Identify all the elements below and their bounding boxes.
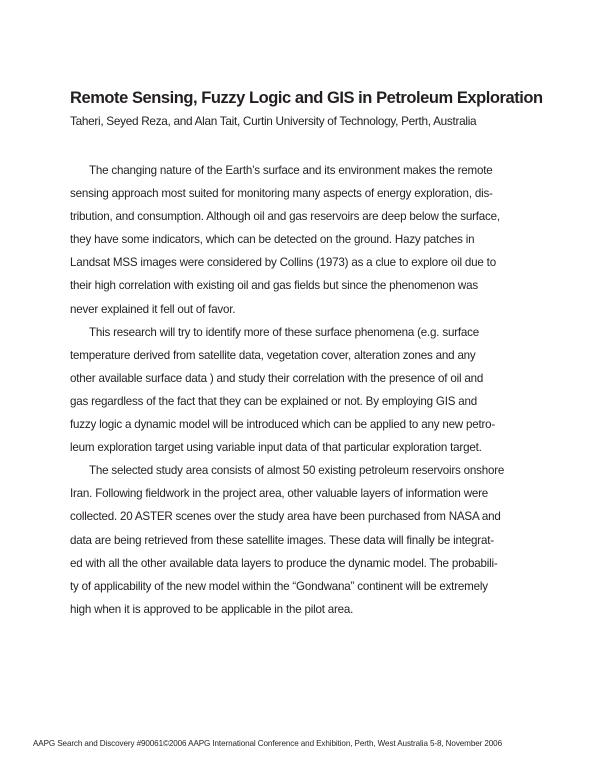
text-line: never explained it fell out of favor. <box>70 302 236 316</box>
paragraph-1 <box>70 159 532 321</box>
text-line: other available surface data ) and study their correlation with the presence of oil and <box>70 371 484 385</box>
text-line: The changing nature of the Earth’s surface and its environment makes the remote <box>89 164 493 177</box>
paragraph-3 <box>70 459 532 621</box>
text-line: ty of applicability of the new model within the “Gondwana” continent will be extremely <box>70 579 488 593</box>
paper-title: Remote Sensing, Fuzzy Logic and GIS in Petroleum Exploration <box>70 89 543 107</box>
text-line: their high correlation with existing oil and gas fields but since the phenomenon was <box>70 279 478 293</box>
abstract-body <box>70 159 532 621</box>
text-line: gas regardless of the fact that they can be explained or not. By employing GIS and <box>70 394 478 408</box>
text-line: data are being retrieved from these satellite images. These data will finally be integrat- <box>70 533 494 547</box>
text-line: tribution, and consumption. Although oil and gas reservoirs are deep below the surface, <box>70 210 500 224</box>
text-line: leum exploration target using variable input data of that particular exploration target. <box>70 441 482 455</box>
paragraph-2 <box>70 321 532 460</box>
text-line: collected. 20 ASTER scenes over the study area have been purchased from NASA and <box>70 510 501 524</box>
text-line: Landsat MSS images were considered by Collins (1973) as a clue to explore oil due to <box>70 256 496 270</box>
text-line: ed with all the other available data layers to produce the dynamic model. The probabili- <box>70 556 498 570</box>
text-line: This research will try to identify more of these surface phenomena (e.g. surface <box>89 325 479 339</box>
text-line: The selected study area consists of almost 50 existing petroleum reservoirs onshore <box>89 464 505 478</box>
text-line: fuzzy logic a dynamic model will be introduced which can be applied to any new petro- <box>70 418 496 432</box>
text-line: Iran. Following fieldwork in the project area, other valuable layers of information were <box>70 487 489 501</box>
text-line: high when it is approved to be applicable in the pilot area. <box>70 602 354 616</box>
text-line: temperature derived from satellite data, vegetation cover, alteration zones and any <box>70 348 476 362</box>
author-line: Taheri, Seyed Reza, and Alan Tait, Curtin University of Technology, Perth, Australia <box>70 114 477 128</box>
page-footer: AAPG Search and Discovery #90061©2006 AAPG International Conference and Exhibition, Perth, West Australia 5-8, November 2006 <box>33 739 502 748</box>
text-line: they have some indicators, which can be detected on the ground. Hazy patches in <box>70 233 475 247</box>
text-line: sensing approach most suited for monitoring many aspects of energy exploration, dis- <box>70 187 493 201</box>
